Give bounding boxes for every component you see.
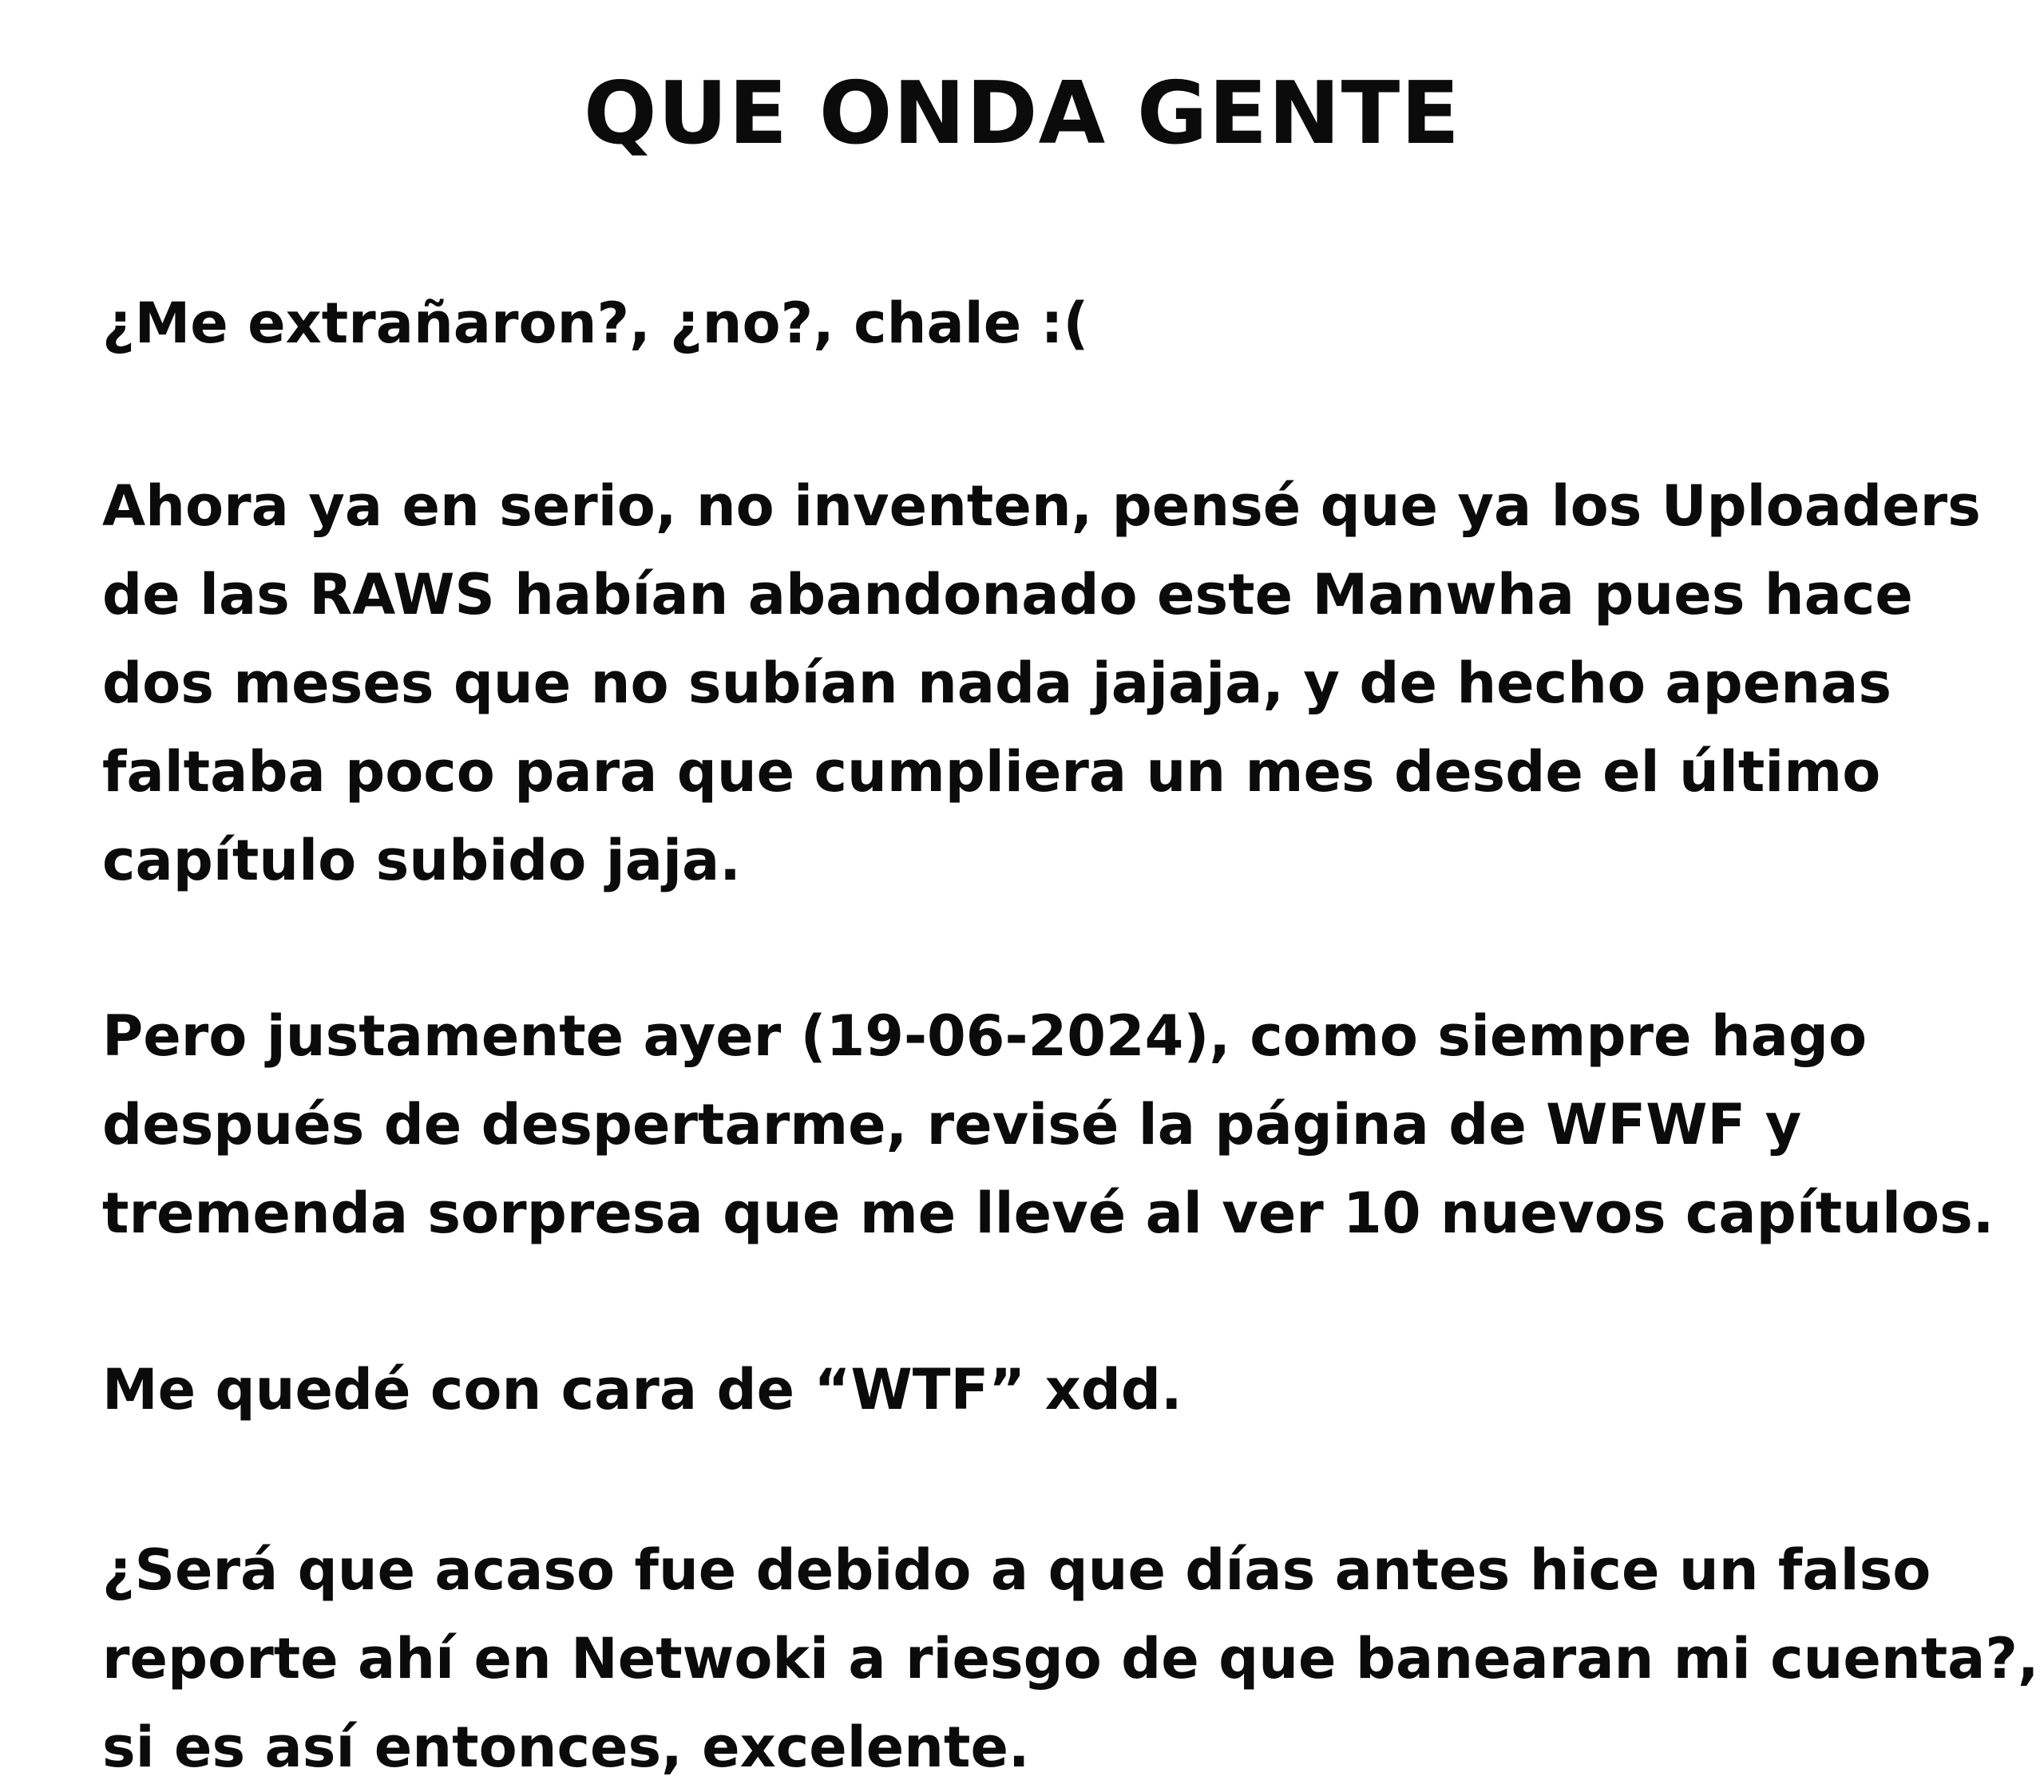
- paragraph-report: [102, 1526, 2039, 1792]
- text-line: tremenda sorpresa que me llevé al ver 10 nuevos capítulos.: [102, 1181, 1994, 1246]
- text-line: Pero justamente ayer (19-06-2024), como siempre hago: [102, 1003, 1868, 1069]
- page-title: QUE ONDA GENTE: [583, 64, 1461, 164]
- text-line: dos meses que no subían nada jajaja, y de hecho apenas: [102, 651, 1891, 716]
- text-line: Ahora ya en serio, no inventen, pensé que ya los Uploaders: [102, 473, 1981, 539]
- paragraph-uploaders: [102, 462, 1981, 905]
- text-line: ¿Me extrañaron?, ¿no?, chale :(: [102, 291, 1089, 356]
- text-line: de las RAWS habían abandonado este Manwha pues hace: [102, 562, 1913, 627]
- text-line: capítulo subido jaja.: [102, 828, 741, 893]
- text-line: faltaba poco para que cumpliera un mes desde el último: [102, 739, 1881, 805]
- text-line: después de despertarme, revisé la página de WFWF y: [102, 1092, 1802, 1157]
- text-line: si es así entonces, excelente.: [102, 1715, 1030, 1780]
- text-line: Me quedé con cara de “WTF” xdd.: [102, 1357, 1182, 1422]
- paragraph-surprise: [102, 992, 1994, 1258]
- text-line: ¿Será que acaso fue debido a que días antes hice un falso: [102, 1537, 1931, 1603]
- paragraph-greeting: [102, 279, 1963, 368]
- text-line: reporte ahí en Netwoki a riesgo de que banearan mi cuenta?,: [102, 1626, 2039, 1691]
- paragraph-wtf: [102, 1346, 1963, 1434]
